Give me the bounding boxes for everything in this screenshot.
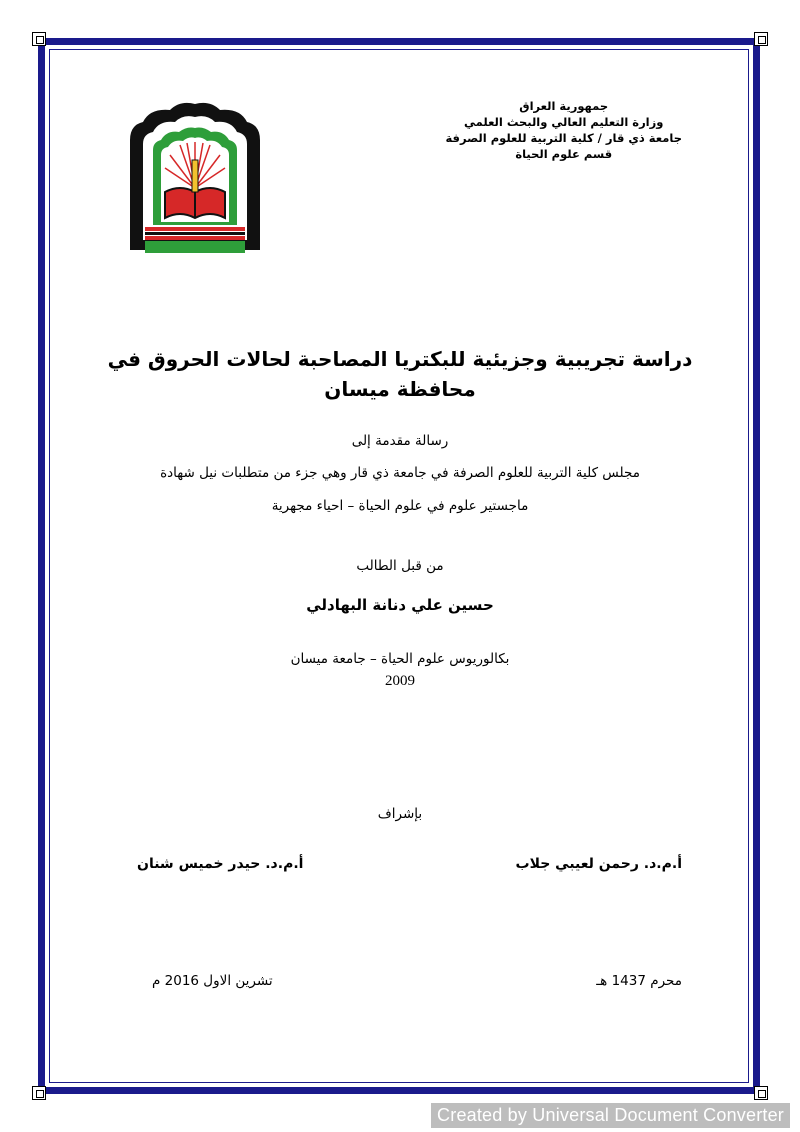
student-degree: بكالوريوس علوم الحياة – جامعة ميسان	[290, 651, 510, 667]
corner-ornament-bottom-left	[32, 1086, 46, 1100]
thesis-title	[0, 344, 800, 404]
header-line-country: جمهورية العراق	[519, 99, 609, 113]
corner-ornament-top-left	[32, 32, 46, 46]
supervisor-2: أ.م.د. حيدر خميس شنان	[137, 856, 304, 872]
student-label: من قبل الطالب	[356, 558, 444, 574]
institution-header	[445, 98, 682, 162]
header-line-department: قسم علوم الحياة	[515, 147, 613, 161]
header-line-ministry: وزارة التعليم العالي والبحث العلمي	[464, 115, 664, 129]
submission-line2: مجلس كلية التربية للعلوم الصرفة في جامعة ذي قار وهي جزء من متطلبات نيل شهادة	[160, 465, 640, 481]
date-gregorian: تشرين الاول 2016 م	[152, 973, 273, 989]
university-logo	[125, 100, 265, 255]
submission-line1: رسالة مقدمة إلى	[351, 433, 449, 449]
submission-line3: ماجستير علوم في علوم الحياة – احياء مجهرية	[271, 498, 529, 514]
logo-emblem	[125, 100, 265, 255]
header-line-university: جامعة ذي قار / كلية التربية للعلوم الصرفة	[445, 131, 682, 145]
student-name: حسين علي دنانة البهادلي	[306, 596, 494, 614]
corner-ornament-bottom-right	[754, 1086, 768, 1100]
date-hijri: محرم 1437 هـ	[596, 973, 682, 989]
supervision-label: بإشراف	[377, 806, 423, 822]
corner-ornament-top-right	[754, 32, 768, 46]
supervisor-1: أ.م.د. رحمن لعيبي جلاب	[515, 856, 682, 872]
thesis-title-line2: محافظة ميسان	[324, 377, 476, 401]
converter-watermark: Created by Universal Document Converter	[431, 1103, 790, 1128]
student-year: 2009	[385, 673, 415, 689]
thesis-title-line1: دراسة تجريبية وجزيئية للبكتريا المصاحبة لحالات الحروق في	[107, 347, 693, 371]
